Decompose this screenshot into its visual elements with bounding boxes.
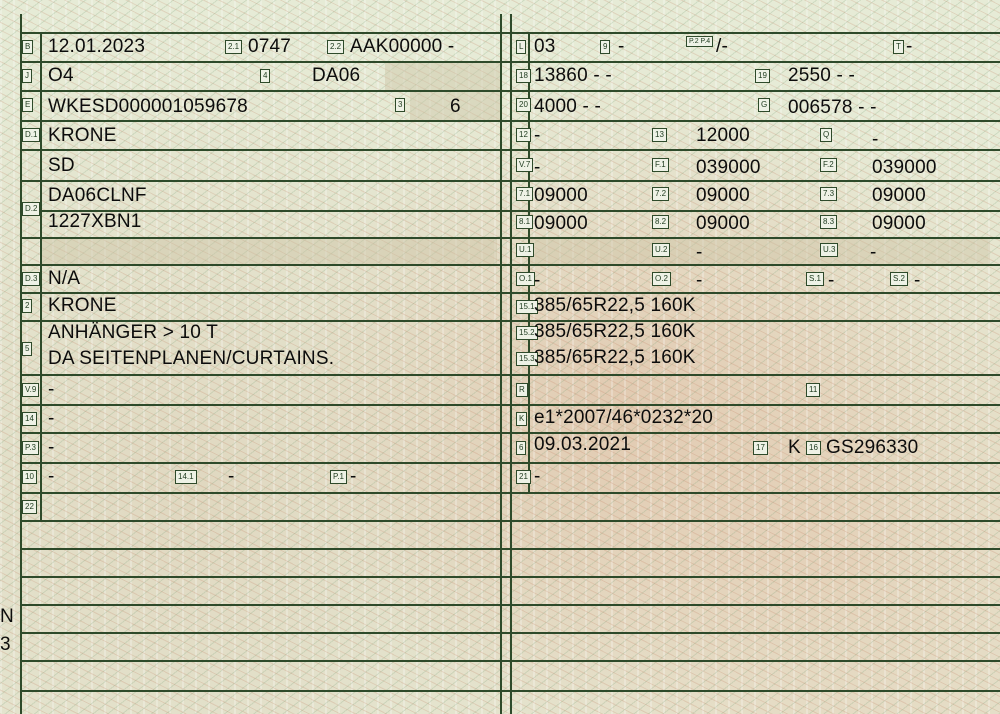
code-k: K	[516, 412, 527, 426]
code-10: 10	[22, 470, 37, 484]
code-13: 13	[652, 128, 667, 142]
edge-digit-3: 3	[0, 634, 11, 655]
field-f2-value: 039000	[872, 157, 937, 178]
vehicle-class-line-2: DA SEITENPLANEN/CURTAINS.	[48, 348, 335, 369]
code-b: B	[22, 40, 33, 54]
field-f1-value: 039000	[696, 157, 761, 178]
field-o2-value: -	[696, 270, 703, 291]
code-7-3: 7.3	[820, 187, 837, 201]
code-7-2: 7.2	[652, 187, 669, 201]
code-p3: P.3	[22, 441, 39, 455]
code-22: 22	[22, 500, 37, 514]
code-19: 19	[755, 69, 770, 83]
field-o1-value: -	[534, 270, 541, 291]
field-t-value: -	[906, 36, 913, 57]
code-o2: O.2	[652, 272, 671, 286]
field-p2-p4-value: /-	[716, 36, 729, 57]
code-6: 6	[516, 441, 526, 455]
code-q: Q	[820, 128, 832, 142]
field-6-date: 09.03.2021	[534, 434, 632, 455]
field-7-3-value: 09000	[872, 185, 926, 206]
field-4-value: DA06	[312, 65, 361, 86]
code-8-1: 8.1	[516, 215, 533, 229]
code-17: 17	[753, 441, 768, 455]
field-7-1-value: 09000	[534, 185, 588, 206]
code-v7: V.7	[516, 158, 533, 172]
type-line-3: 1227XBN1	[48, 211, 142, 232]
field-g-value: 006578 - -	[788, 97, 877, 118]
code-r: R	[516, 383, 528, 397]
field-p1-value: -	[350, 466, 357, 487]
field-s1-value: -	[828, 270, 835, 291]
type-line-1: SD	[48, 155, 75, 176]
code-t: T	[893, 40, 904, 54]
field-17-value: K	[788, 437, 801, 458]
manufacturer-short: KRONE	[48, 295, 117, 316]
field-14-1-value: -	[228, 466, 235, 487]
code-15-3: 15.3	[516, 352, 538, 366]
tyre-size-3: 385/65R22,5 160K	[534, 347, 696, 368]
code-15-1: 15.1	[516, 300, 538, 314]
field-18-value: 13860 - -	[534, 65, 612, 86]
field-7-2-value: 09000	[696, 185, 750, 206]
code-v9: V.9	[22, 383, 39, 397]
field-u2-value: -	[696, 242, 703, 263]
field-14-value: -	[48, 408, 55, 429]
code-f2: F.2	[820, 158, 837, 172]
code-j: J	[22, 69, 32, 83]
code-u1: U.1	[516, 243, 534, 257]
field-2-2-value: AAK00000 -	[350, 36, 455, 57]
field-q-value: -	[872, 129, 879, 150]
vehicle-category: O4	[48, 65, 74, 86]
code-18: 18	[516, 69, 531, 83]
code-g: G	[758, 98, 770, 112]
type-line-2: DA06CLNF	[48, 185, 147, 206]
code-d2: D.2	[22, 202, 40, 216]
field-8-1-value: 09000	[534, 213, 588, 234]
field-21-value: -	[534, 466, 541, 487]
code-15-2: 15.2	[516, 326, 538, 340]
field-v9-value: -	[48, 379, 55, 400]
field-s2-value: -	[914, 270, 921, 291]
code-3: 3	[395, 98, 405, 112]
commercial-name: N/A	[48, 268, 81, 289]
code-e: E	[22, 98, 33, 112]
first-registration-date: 12.01.2023	[48, 36, 146, 57]
code-12: 12	[516, 128, 531, 142]
code-s2: S.2	[890, 272, 908, 286]
code-o1: O.1	[516, 272, 535, 286]
code-u2: U.2	[652, 243, 670, 257]
code-11: 11	[806, 383, 820, 397]
field-v7-value: -	[534, 157, 541, 178]
code-8-3: 8.3	[820, 215, 837, 229]
type-approval-number: e1*2007/46*0232*20	[534, 407, 713, 428]
code-p1: P.1	[330, 470, 347, 484]
field-p3-value: -	[48, 437, 55, 458]
vehicle-class-line-1: ANHÄNGER > 10 T	[48, 322, 219, 343]
code-2-1: 2.1	[225, 40, 242, 54]
vin-number: WKESD000001059678	[48, 96, 248, 117]
code-u3: U.3	[820, 243, 838, 257]
code-21: 21	[516, 470, 531, 484]
code-2-2: 2.2	[327, 40, 344, 54]
code-8-2: 8.2	[652, 215, 669, 229]
field-u3-value: -	[870, 242, 877, 263]
field-13-value: 12000	[696, 125, 750, 146]
code-f1: F.1	[652, 158, 669, 172]
code-l: L	[516, 40, 526, 54]
code-9: 9	[600, 40, 610, 54]
tyre-size-1: 385/65R22,5 160K	[534, 295, 696, 316]
field-8-3-value: 09000	[872, 213, 926, 234]
code-7-1: 7.1	[516, 187, 533, 201]
code-d1: D.1	[22, 128, 40, 142]
field-2-1-value: 0747	[248, 36, 292, 57]
field-3-value: 6	[450, 96, 461, 117]
field-16-value: GS296330	[826, 437, 919, 458]
code-d3: D.3	[22, 272, 40, 286]
code-16: 16	[806, 441, 821, 455]
code-14: 14	[22, 412, 37, 426]
field-12-value: -	[534, 125, 541, 146]
field-9-value: -	[618, 36, 625, 57]
code-s1: S.1	[806, 272, 824, 286]
code-4: 4	[260, 69, 270, 83]
axle-count: 03	[534, 36, 556, 57]
code-p2-p4: P.2 P.4	[686, 36, 713, 47]
field-19-value: 2550 - -	[788, 65, 856, 86]
field-20-value: 4000 - -	[534, 96, 602, 117]
code-5: 5	[22, 342, 32, 356]
code-20: 20	[516, 98, 531, 112]
field-10-value: -	[48, 466, 55, 487]
code-14-1: 14.1	[175, 470, 197, 484]
code-2: 2	[22, 299, 32, 313]
edge-letter-n: N	[0, 606, 14, 627]
field-8-2-value: 09000	[696, 213, 750, 234]
manufacturer: KRONE	[48, 125, 117, 146]
tyre-size-2: 385/65R22,5 160K	[534, 321, 696, 342]
